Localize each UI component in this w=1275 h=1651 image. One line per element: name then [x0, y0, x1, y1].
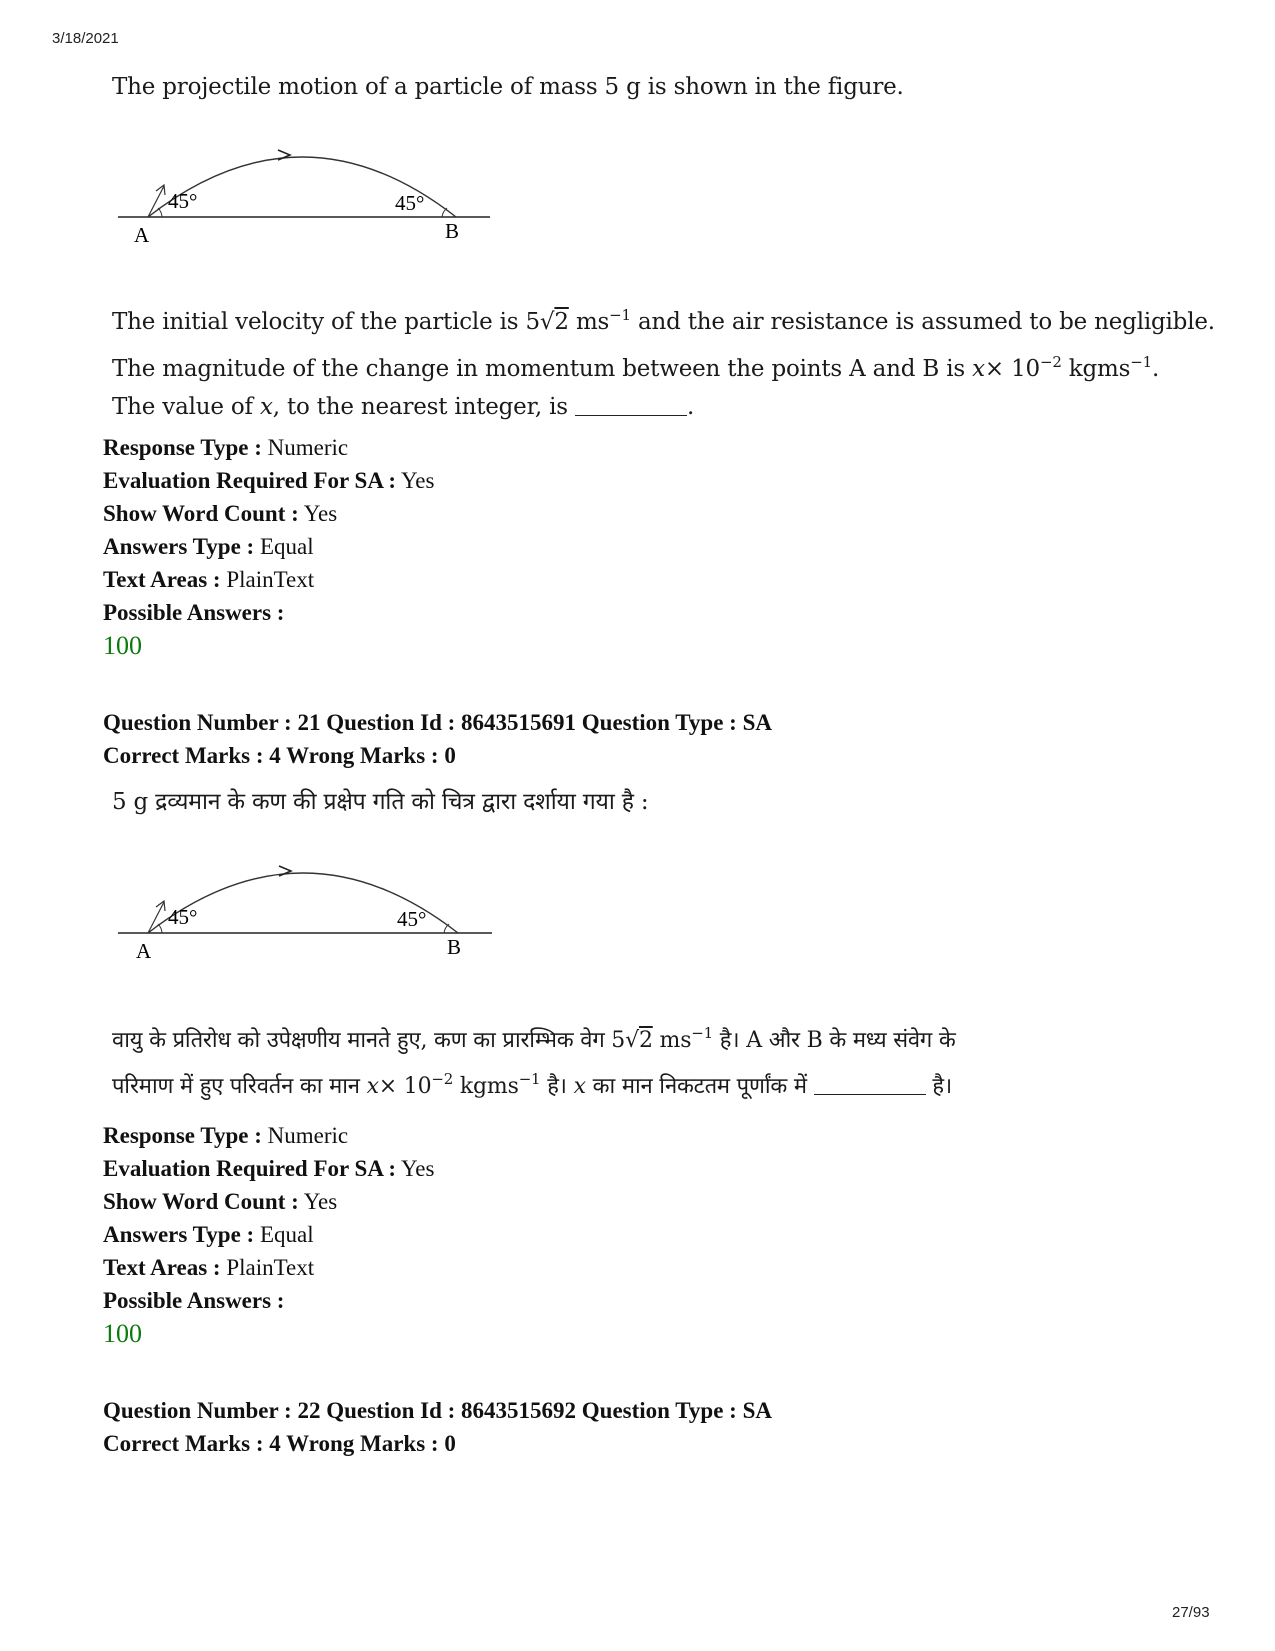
q20-line3: The value of x, to the nearest integer, is .	[112, 394, 695, 420]
q20-line2: The magnitude of the change in momentum between the points A and B is $x\times 10^{-2}$ kgms$^{-1}$.	[112, 353, 1160, 382]
q21-line2: परिमाण में हुए परिवर्तन का मान $x\times 10^{-2}$ kgms$^{-1}$ है। x का मान निकटतम पूर्णांक में है।	[112, 1070, 953, 1099]
page-number: 27/93	[1172, 1604, 1210, 1621]
meta1-answers-type: Answers Type : Equal	[103, 534, 314, 559]
answer-blank	[575, 397, 687, 416]
angle-a-label: 45°	[168, 905, 198, 929]
q20-line1: The initial velocity of the particle is 5√2 $ms^{-1}$ and the air resistance is assumed to be negligible.	[112, 306, 1215, 335]
q20-projectile-figure	[112, 142, 512, 252]
angle-b-label: 45°	[395, 191, 425, 215]
angle-arc-b	[444, 924, 449, 933]
q21-projectile-figure	[112, 858, 512, 968]
q22-marks: Correct Marks : 4 Wrong Marks : 0	[103, 1431, 456, 1456]
meta1-answer-value: 100	[103, 631, 142, 660]
answer-blank	[814, 1076, 926, 1095]
meta1-word-count: Show Word Count : Yes	[103, 501, 338, 526]
angle-arc-a	[158, 924, 162, 933]
point-a-label: A	[134, 223, 150, 247]
meta1-evaluation: Evaluation Required For SA : Yes	[103, 468, 435, 493]
meta2-possible-answers: Possible Answers :	[103, 1288, 285, 1313]
q21-marks: Correct Marks : 4 Wrong Marks : 0	[103, 743, 456, 768]
meta1-text-areas: Text Areas : PlainText	[103, 567, 315, 592]
meta2-answers-type: Answers Type : Equal	[103, 1222, 314, 1247]
angle-b-label: 45°	[397, 907, 427, 931]
angle-arc-a	[158, 208, 162, 217]
meta1-response-type: Response Type : Numeric	[103, 435, 349, 460]
meta2-response-type: Response Type : Numeric	[103, 1123, 349, 1148]
point-b-label: B	[445, 219, 460, 243]
q21-intro: 5 g द्रव्यमान के कण की प्रक्षेप गति को चित्र द्वारा दर्शाया गया है :	[112, 789, 649, 815]
point-a-label: A	[136, 939, 152, 963]
sqrt-symbol-icon: √	[539, 309, 555, 335]
point-b-label: B	[447, 935, 462, 959]
meta2-word-count: Show Word Count : Yes	[103, 1189, 338, 1214]
sqrt-symbol-icon: √	[625, 1028, 639, 1053]
angle-a-label: 45°	[168, 189, 198, 213]
meta1-possible-answers: Possible Answers :	[103, 600, 285, 625]
q20-intro: The projectile motion of a particle of mass 5 g is shown in the figure.	[112, 74, 904, 100]
meta2-text-areas: Text Areas : PlainText	[103, 1255, 315, 1280]
print-date: 3/18/2021	[52, 30, 119, 47]
q22-header: Question Number : 22 Question Id : 8643515692 Question Type : SA	[103, 1398, 772, 1423]
q21-header: Question Number : 21 Question Id : 8643515691 Question Type : SA	[103, 710, 772, 735]
meta2-answer-value: 100	[103, 1319, 142, 1348]
meta2-evaluation: Evaluation Required For SA : Yes	[103, 1156, 435, 1181]
q21-line1: वायु के प्रतिरोध को उपेक्षणीय मानते हुए, कण का प्रारम्भिक वेग 5√2 $ms^{-1}$ है। A और B के मध्य संवेग के	[112, 1024, 956, 1053]
angle-arc-b	[442, 208, 447, 217]
